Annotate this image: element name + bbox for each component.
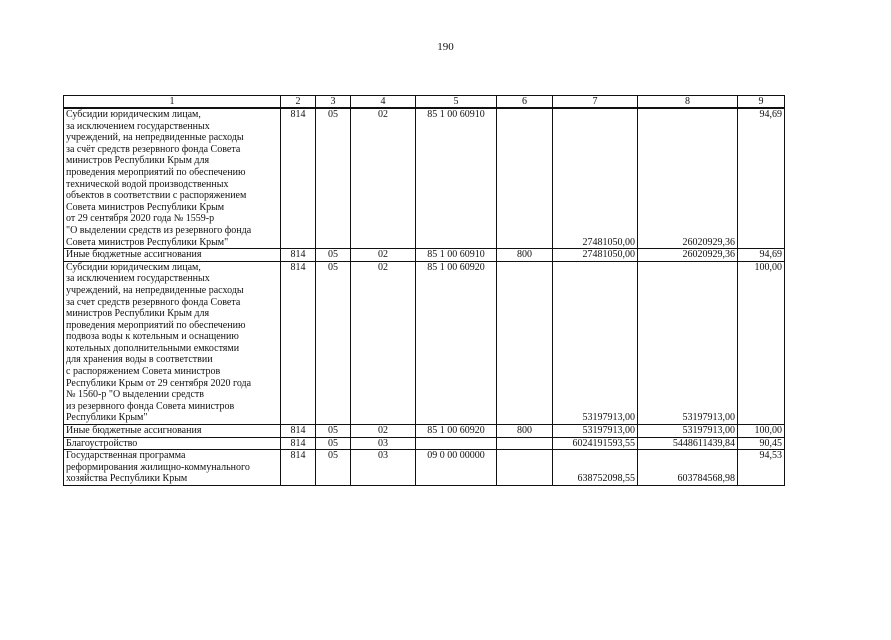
row-name-line: министров Республики Крым для [66,155,210,167]
row-name-line: Республики Крым" [66,412,148,424]
row-name-cell [64,425,281,438]
row-name-cell [64,108,281,249]
planned-amount-cell: 27481050,00 [553,249,638,262]
row-name-line: Республики Крым от 29 сентября 2020 года [66,377,252,389]
row-name-line: реформирования жилищно-коммунального [66,461,250,473]
row-name-line: из резервного фонда Совета министров [66,400,235,412]
column-header-1: 1 [64,96,281,109]
ministry-code-cell: 814 [281,437,316,450]
budget-table [63,95,785,486]
row-name-line: подвоза воды к котельным и оснащению [66,331,239,343]
section-code-cell: 05 [316,437,351,450]
expense-type-cell: 800 [497,425,553,438]
column-header-5: 5 [416,96,497,109]
target-article-cell: 09 0 00 00000 [416,450,497,486]
executed-amount-cell: 26020929,36 [638,249,738,262]
subsection-code-cell: 02 [351,425,416,438]
subsection-code-cell: 02 [351,108,416,249]
column-header-4: 4 [351,96,416,109]
row-name-line: "О выделении средств из резервного фонда [66,224,252,236]
expense-type-cell [497,261,553,424]
row-name-line: хозяйства Республики Крым [66,473,188,485]
target-article-cell: 85 1 00 60910 [416,108,497,249]
row-name-cell [64,437,281,450]
row-name-line: Государственная программа [66,450,186,462]
row-name-line: Субсидии юридическим лицам, [66,261,201,273]
target-article-cell: 85 1 00 60920 [416,261,497,424]
subsection-code-cell: 02 [351,249,416,262]
planned-amount-cell: 27481050,00 [553,108,638,249]
page-number: 190 [437,41,454,53]
row-name-line: Иные бюджетные ассигнования [66,249,202,261]
planned-amount-cell: 638752098,55 [553,450,638,486]
row-name-line: за счёт средств резервного фонда Совета [66,143,241,155]
row-name-line: учреждений, на непредвиденные расходы [66,284,244,296]
row-name-line: учреждений, на непредвиденные расходы [66,132,244,144]
table-row [64,261,785,424]
executed-amount-cell: 5448611439,84 [638,437,738,450]
row-name-line: для хранения воды в соответствии [66,354,213,366]
execution-percent-cell: 90,45 [738,437,785,450]
execution-percent-cell: 94,69 [738,249,785,262]
column-header-9: 9 [738,96,785,109]
planned-amount-cell: 6024191593,55 [553,437,638,450]
row-name-line: № 1560-р "О выделении средств [66,389,204,401]
row-name-cell [64,450,281,486]
column-header-2: 2 [281,96,316,109]
row-name-line: Совета министров Республики Крым [66,201,225,213]
execution-percent-cell: 100,00 [738,425,785,438]
row-name-line: министров Республики Крым для [66,308,210,320]
ministry-code-cell: 814 [281,450,316,486]
row-name-cell [64,261,281,424]
row-name-line: объектов в соответствии с распоряжением [66,190,247,202]
column-header-3: 3 [316,96,351,109]
execution-percent-cell: 94,53 [738,450,785,486]
planned-amount-cell: 53197913,00 [553,261,638,424]
target-article-cell: 85 1 00 60910 [416,249,497,262]
execution-percent-cell: 100,00 [738,261,785,424]
expense-type-cell [497,450,553,486]
execution-percent-cell: 94,69 [738,108,785,249]
executed-amount-cell: 53197913,00 [638,425,738,438]
executed-amount-cell: 26020929,36 [638,108,738,249]
table-row [64,249,785,262]
expense-type-cell [497,437,553,450]
row-name-line: за исключением государственных [66,273,210,285]
row-name-line: с распоряжением Совета министров [66,366,221,378]
ministry-code-cell: 814 [281,261,316,424]
section-code-cell: 05 [316,261,351,424]
row-name-line: от 29 сентября 2020 года № 1559-р [66,213,215,225]
subsection-code-cell: 03 [351,437,416,450]
ministry-code-cell: 814 [281,425,316,438]
table-row [64,425,785,438]
section-code-cell: 05 [316,425,351,438]
row-name-line: за счет средств резервного фонда Совета [66,296,241,308]
column-header-6: 6 [497,96,553,109]
subsection-code-cell: 03 [351,450,416,486]
row-name-line: Иные бюджетные ассигнования [66,425,202,437]
expense-type-cell: 800 [497,249,553,262]
row-name-line: за исключением государственных [66,120,210,132]
column-header-8: 8 [638,96,738,109]
row-name-line: котельных дополнительными емкостями [66,342,240,354]
subsection-code-cell: 02 [351,261,416,424]
ministry-code-cell: 814 [281,108,316,249]
row-name-line: проведения мероприятий по обеспечению [66,319,246,331]
row-name-line: технической водой производственных [66,178,229,190]
row-name-line: Благоустройство [66,437,138,449]
row-name-cell [64,249,281,262]
row-name-line: Совета министров Республики Крым" [66,236,229,248]
section-code-cell: 05 [316,249,351,262]
target-article-cell [416,437,497,450]
row-name-line: Субсидии юридическим лицам, [66,109,201,120]
executed-amount-cell: 603784568,98 [638,450,738,486]
expense-type-cell [497,108,553,249]
executed-amount-cell: 53197913,00 [638,261,738,424]
column-header-7: 7 [553,96,638,109]
planned-amount-cell: 53197913,00 [553,425,638,438]
table-row [64,437,785,450]
table-row [64,108,785,249]
row-name-line: проведения мероприятий по обеспечению [66,166,246,178]
section-code-cell: 05 [316,108,351,249]
ministry-code-cell: 814 [281,249,316,262]
table-row [64,450,785,486]
table-header-row [64,96,785,109]
section-code-cell: 05 [316,450,351,486]
target-article-cell: 85 1 00 60920 [416,425,497,438]
